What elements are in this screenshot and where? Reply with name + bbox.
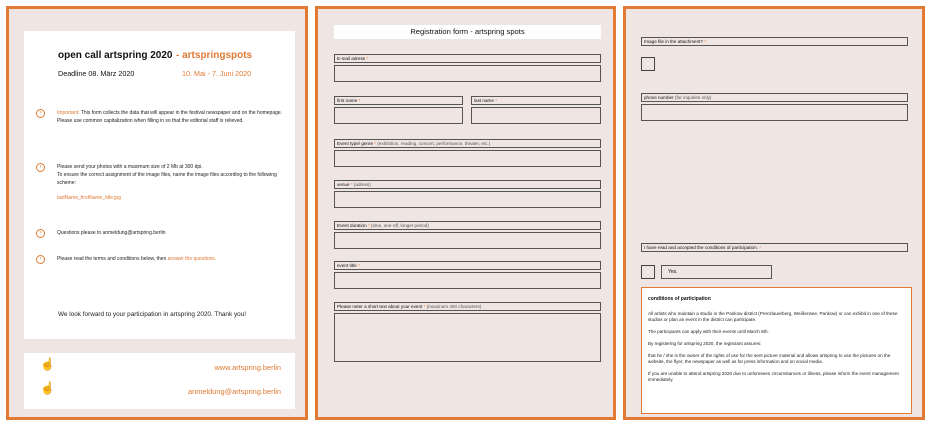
- terms-title: conditions of participation: [648, 296, 711, 302]
- page-title: open call artspring 2020: [58, 50, 173, 61]
- event-type-label: [334, 139, 601, 148]
- email-label-text: E-mail adress: [337, 56, 366, 61]
- closing-text: We look forward to your participation in artspring 2020. Thank you!: [58, 311, 247, 318]
- terms-intro: Please read the terms and conditions below, then: [57, 256, 167, 262]
- waving-hand-icon: ☝: [40, 357, 55, 371]
- info-card: [24, 31, 295, 339]
- form-heading: Registration form - artspring spots: [334, 25, 601, 39]
- terms-accept-label-text: I have read and accepted the conditions of participation.: [644, 245, 758, 250]
- terms-paragraph: The participants can apply with their events until March 8th.: [648, 329, 769, 334]
- event-type-field[interactable]: [334, 150, 601, 167]
- page-title-accent: - artspringspots: [176, 50, 253, 61]
- terms-box: [641, 287, 912, 414]
- image-attachment-label-text: Image file in the attachment?: [644, 39, 703, 44]
- info-panel: [6, 6, 308, 420]
- deadline-text: Deadline 08. März 2020: [58, 69, 135, 78]
- event-title-label: [334, 261, 601, 270]
- first-name-label-text: first name: [337, 98, 358, 103]
- required-mark: *: [704, 39, 707, 44]
- duration-field[interactable]: [334, 232, 601, 249]
- bullet-icon: ›: [36, 255, 45, 264]
- venue-label-text: venue: [337, 182, 350, 187]
- important-label: Important:: [57, 110, 80, 116]
- terms-paragraph: By registering for artspring 2020, the registrant assures:: [648, 341, 762, 346]
- registration-form-panel: [315, 6, 616, 420]
- important-paragraph: [57, 109, 289, 125]
- venue-label: [334, 180, 601, 189]
- last-name-field[interactable]: [471, 107, 601, 124]
- required-mark: *: [495, 98, 497, 103]
- duration-label: [334, 221, 601, 230]
- required-mark: *: [374, 141, 377, 146]
- short-text-label-text: Please neter a short text about your event: [337, 304, 423, 309]
- short-text-field[interactable]: [334, 313, 601, 362]
- duration-label-text: Event duration: [337, 223, 367, 228]
- photo-instructions: [57, 163, 289, 202]
- event-type-label-text: Event type/ genre: [337, 141, 374, 146]
- last-name-label: [471, 96, 601, 105]
- filename-scheme: lastName_firstName_title.jpg: [57, 195, 121, 201]
- image-attachment-checkbox[interactable]: [641, 57, 655, 71]
- required-mark: *: [759, 245, 761, 250]
- website-link[interactable]: www.artspring.berlin: [214, 363, 281, 372]
- venue-field[interactable]: [334, 191, 601, 208]
- phone-hint: (for inquiries only): [674, 95, 712, 100]
- photo-line-1: Please send your photos with a maximum size of 2 Mb at 300 dpi.: [57, 164, 203, 170]
- duration-hint: (time, one-off, longer period): [370, 223, 429, 228]
- terms-panel: [623, 6, 925, 420]
- terms-paragraph: that he / she is the owner of the rights of use for the sent picture material and allows artspring to use the pictures on the website, the flyer, the newspaper as well as for press information and on social media.: [648, 353, 891, 364]
- image-attachment-label: [641, 37, 908, 46]
- festival-dates: 10. Mai - 7. Juni 2020: [182, 69, 252, 78]
- first-name-label: [334, 96, 463, 105]
- event-type-hint: (exhibition, reading, concert, performance, theater, etc.): [377, 141, 491, 146]
- terms-paragraph: All artists who maintain a studio in the Pankow district (Prenzlauerberg, Weißensee, Pankow) or can exhibit in one of these studios or plan an event in the district can participate.: [648, 311, 898, 322]
- bullet-icon: ›: [36, 163, 45, 172]
- terms-paragraph: If you are unable to attend artspring 2020 due to unforeseen circumstances or illness, please inform the event management immediately.: [648, 371, 899, 382]
- questions-text: Questions please to anmeldung@artspring.berlin: [57, 230, 166, 236]
- required-mark: *: [423, 304, 426, 309]
- short-text-hint: (maximum 400 characters): [426, 304, 482, 309]
- short-text-label: [334, 302, 601, 311]
- email-field[interactable]: [334, 65, 601, 82]
- answer-questions-link[interactable]: answer the questions.: [167, 256, 217, 262]
- phone-label: [641, 93, 908, 102]
- last-name-label-text: last name: [474, 98, 494, 103]
- bullet-icon: ›: [36, 109, 45, 118]
- phone-field[interactable]: [641, 104, 908, 121]
- phone-label-text: phone number: [644, 95, 674, 100]
- required-mark: *: [350, 182, 353, 187]
- terms-accept-checkbox[interactable]: [641, 265, 655, 279]
- contact-card: [24, 353, 295, 409]
- important-text: This form collects the data that will appear in the festival newspaper and on the homepage. Please use common capitalization when filling in so that the editorial staff is relieved.: [57, 110, 283, 124]
- waving-hand-icon: ☝: [40, 381, 55, 395]
- event-title-field[interactable]: [334, 272, 601, 289]
- terms-instruction: [57, 255, 289, 263]
- first-name-field[interactable]: [334, 107, 463, 124]
- venue-hint: (adress): [353, 182, 371, 187]
- email-label: [334, 54, 601, 63]
- required-mark: *: [358, 98, 361, 103]
- required-mark: *: [366, 56, 369, 61]
- bullet-icon: ›: [36, 229, 45, 238]
- event-title-label-text: event title: [337, 263, 357, 268]
- terms-accept-label: [641, 243, 908, 252]
- photo-line-2: To ensure the correct assignment of the image files, name the image files according to the following scheme:: [57, 172, 277, 186]
- yes-option-label[interactable]: Yes.: [661, 265, 772, 279]
- required-mark: *: [357, 263, 360, 268]
- email-link[interactable]: anmeldung@artspring.berlin: [188, 387, 281, 396]
- required-mark: *: [367, 223, 370, 228]
